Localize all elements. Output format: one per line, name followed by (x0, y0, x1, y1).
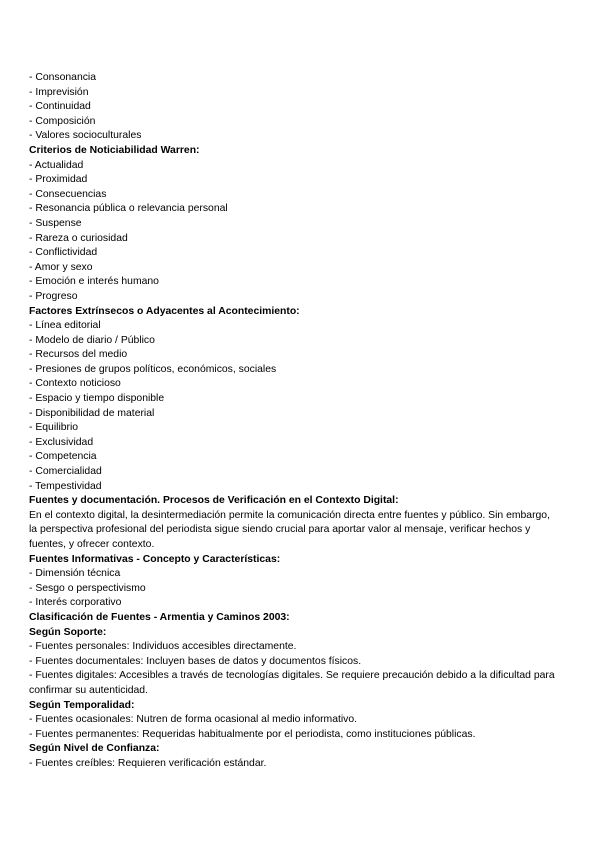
list-item: - Disponibilidad de material (29, 407, 155, 419)
list-item: - Resonancia pública o relevancia personal (29, 203, 228, 215)
list-item: - Línea editorial (29, 320, 101, 332)
list-item: - Comercialidad (29, 466, 102, 478)
list-item: - Fuentes ocasionales: Nutren de forma ocasional al medio informativo. (29, 714, 358, 726)
list-item: - Espacio y tiempo disponible (29, 393, 165, 405)
list-item: - Rareza o curiosidad (29, 232, 128, 244)
list-item: - Interés corporativo (29, 597, 122, 609)
list-item: - Conflictividad (29, 247, 98, 259)
list-item: - Composición (29, 115, 96, 127)
section-heading: Fuentes Informativas - Concepto y Características: (29, 553, 281, 565)
list-item: - Fuentes personales: Individuos accesibles directamente. (29, 641, 297, 653)
list-item: - Suspense (29, 217, 82, 229)
list-item: - Fuentes documentales: Incluyen bases de datos y documentos físicos. (29, 655, 362, 667)
list-item: - Equilibrio (29, 422, 79, 434)
list-item: - Actualidad (29, 159, 84, 171)
section-heading: Clasificación de Fuentes - Armentia y Caminos 2003: (29, 611, 290, 623)
list-item: - Recursos del medio (29, 349, 128, 361)
list-item: - Imprevisión (29, 86, 89, 98)
list-item: - Valores socioculturales (29, 130, 142, 142)
list-item: - Tempestividad (29, 480, 102, 492)
section-heading: Factores Extrínsecos o Adyacentes al Acontecimiento: (29, 305, 300, 317)
section-heading: Según Temporalidad: (29, 699, 135, 711)
section-heading: Según Soporte: (29, 626, 107, 638)
list-item: - Modelo de diario / Público (29, 334, 155, 346)
section-heading: Según Nivel de Confianza: (29, 743, 160, 755)
section-heading: Criterios de Noticiabilidad Warren: (29, 144, 200, 156)
list-item: - Sesgo o perspectivismo (29, 582, 146, 594)
list-item: - Proximidad (29, 174, 88, 186)
list-item: - Fuentes creíbles: Requieren verificación estándar. (29, 757, 267, 769)
list-item: - Progreso (29, 290, 78, 302)
section-heading: Fuentes y documentación. Procesos de Verificación en el Contexto Digital: (29, 495, 399, 507)
list-item: - Consecuencias (29, 188, 107, 200)
list-item: - Competencia (29, 451, 97, 463)
list-item: - Amor y sexo (29, 261, 93, 273)
list-item: - Emoción e interés humano (29, 276, 159, 288)
paragraph: - Fuentes digitales: Accesibles a través de tecnologías digitales. Se requiere precaución debido a la dificultad para confirmar su autenticidad. (29, 670, 555, 696)
list-item: - Fuentes permanentes: Requeridas habitualmente por el periodista, como instituciones públicas. (29, 728, 476, 740)
list-item: - Contexto noticioso (29, 378, 121, 390)
list-item: - Dimensión técnica (29, 568, 121, 580)
list-item: - Exclusividad (29, 436, 94, 448)
paragraph: En el contexto digital, la desintermediación permite la comunicación directa entre fuentes y público. Sin embargo, la perspectiva profesional del periodista sigue siendo crucial para aportar valor al mensaje, verificar hechos y fuentes, y ofrecer contexto. (29, 509, 550, 550)
list-item: - Continuidad (29, 101, 91, 113)
list-item: - Consonancia (29, 72, 97, 83)
list-item: - Presiones de grupos políticos, económicos, sociales (29, 363, 277, 375)
